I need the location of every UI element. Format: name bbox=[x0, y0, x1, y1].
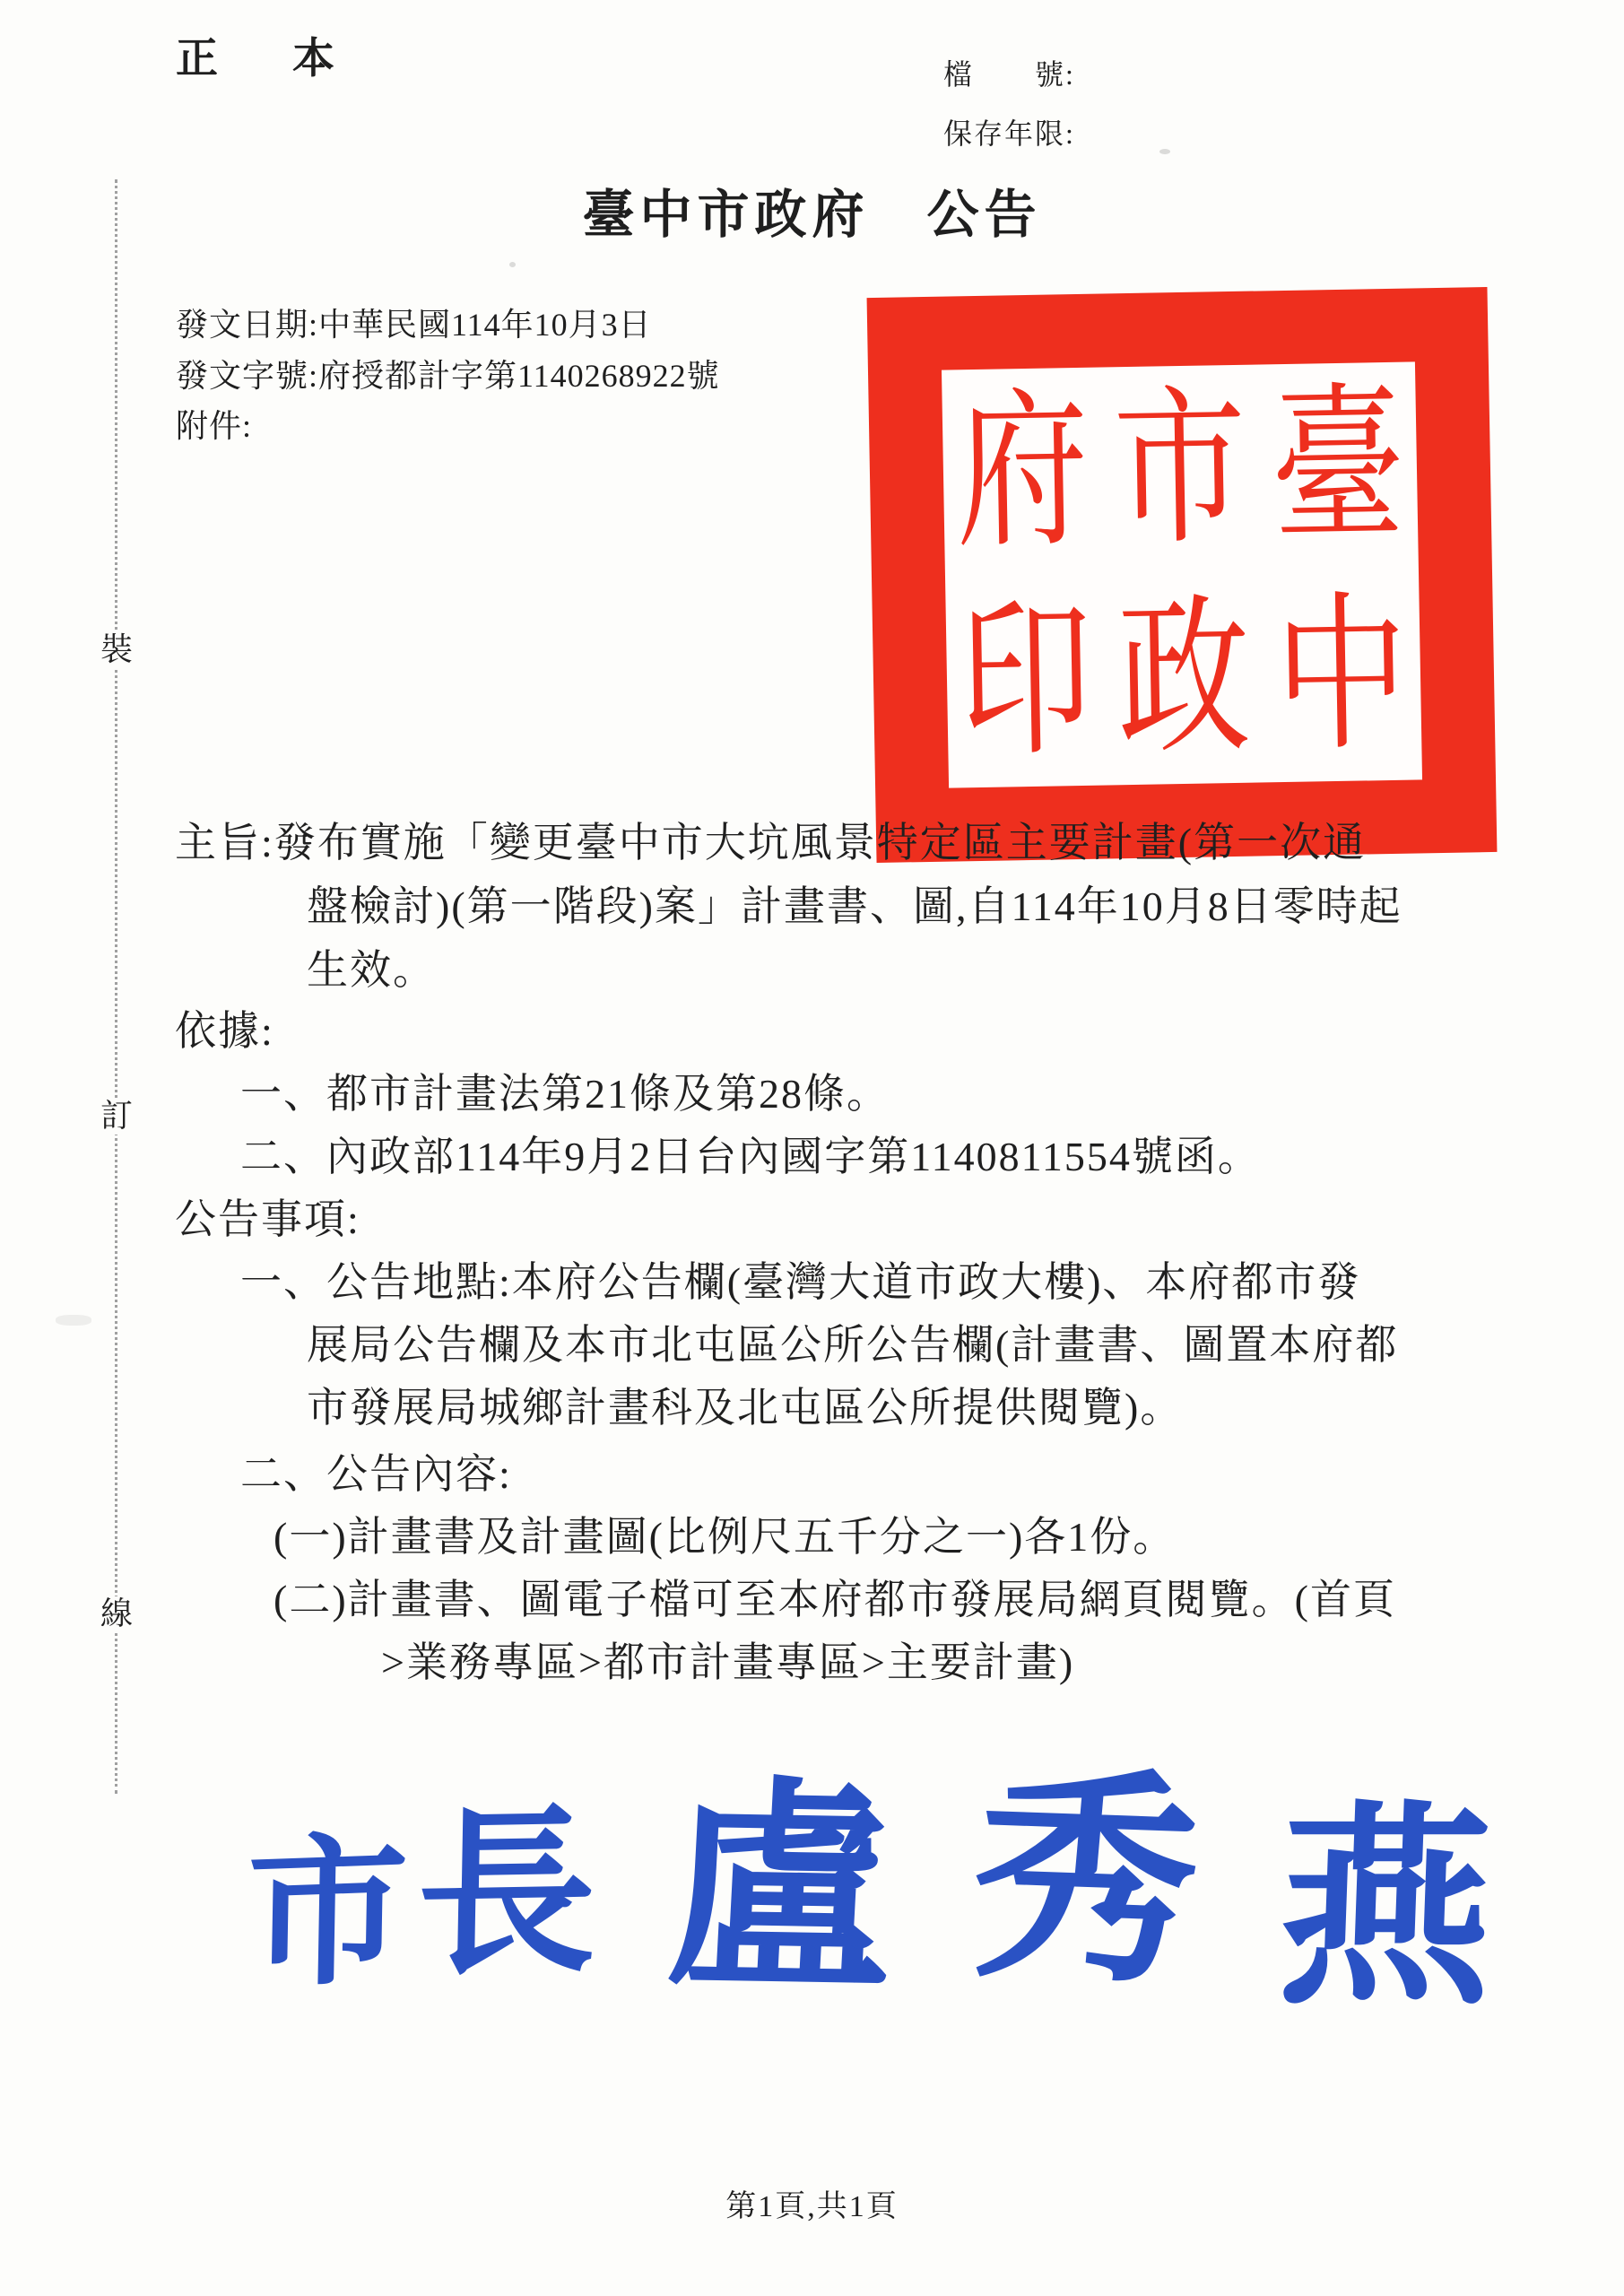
doc-number-line: 發文字號:府授都計字第1140268922號 bbox=[176, 358, 720, 394]
legal-basis-heading: 依據: bbox=[175, 1008, 274, 1054]
announcement-content: 二、公告內容: bbox=[240, 1451, 512, 1497]
signature-character: 秀 bbox=[962, 1754, 1209, 2012]
scan-speck bbox=[1159, 149, 1170, 154]
subject-line: 生效。 bbox=[307, 947, 436, 993]
announcement-content-2: (二)計畫書、圖電子檔可至本府都市發展局網頁閱覽。(首頁 bbox=[274, 1577, 1396, 1622]
announcement-content-2: >業務專區>都市計畫專區>主要計畫) bbox=[381, 1639, 1075, 1685]
scan-speck bbox=[509, 262, 516, 267]
official-seal-inner bbox=[942, 361, 1422, 787]
scan-speck bbox=[56, 1315, 91, 1326]
announcement-content-1: (一)計畫書及計畫圖(比例尺五千分之一)各1份。 bbox=[274, 1514, 1177, 1560]
legal-basis-item-2: 二、內政部114年9月2日台內國字第1140811554號函。 bbox=[240, 1134, 1261, 1179]
seal-character: 印 bbox=[958, 587, 1094, 778]
announcement-location: 一、公告地點:本府公告欄(臺灣大道市政大樓)、本府都市發 bbox=[240, 1259, 1361, 1305]
binding-dotted-line bbox=[115, 179, 117, 1794]
subject-line: 主旨:發布實施「變更臺中市大坑風景特定區主要計畫(第一次通 bbox=[175, 820, 1367, 865]
binding-mark-zhuang: 裝 bbox=[97, 632, 136, 668]
seal-character: 市 bbox=[1112, 375, 1248, 566]
announcement-heading: 公告事項: bbox=[175, 1196, 360, 1242]
page-number-footer: 第1頁,共1頁 bbox=[725, 2190, 899, 2223]
official-seal bbox=[867, 287, 1498, 863]
signature-character: 燕 bbox=[1273, 1791, 1498, 2030]
binding-mark-ding: 訂 bbox=[97, 1099, 136, 1135]
legal-basis-item-1: 一、都市計畫法第21條及第28條。 bbox=[240, 1071, 890, 1117]
binding-mark-xian: 線 bbox=[97, 1596, 136, 1632]
signature-character: 盧 bbox=[661, 1765, 899, 2019]
retention-period-label: 保存年限: bbox=[943, 117, 1075, 150]
attachment-line: 附件: bbox=[176, 408, 253, 444]
copy-type-label: 正 本 bbox=[176, 36, 351, 83]
document-title: 臺中市政府 公告 bbox=[582, 186, 1042, 244]
subject-line: 盤檢討)(第一階段)案」計畫書、圖,自114年10月8日零時起 bbox=[307, 883, 1403, 929]
mayor-signature bbox=[245, 1754, 1498, 2030]
seal-character: 政 bbox=[1116, 584, 1252, 775]
seal-character: 中 bbox=[1273, 581, 1410, 772]
seal-character: 臺 bbox=[1270, 372, 1406, 563]
announcement-location: 展局公告欄及本市北屯區公所公告欄(計畫書、圖置本府都 bbox=[307, 1322, 1399, 1368]
file-number-label: 檔 號: bbox=[943, 58, 1075, 91]
announcement-location: 市發展局城鄉計畫科及北屯區公所提供閱覽)。 bbox=[307, 1385, 1184, 1431]
signature-character: 市 bbox=[245, 1822, 410, 2007]
seal-character: 府 bbox=[954, 378, 1090, 569]
issue-date-line: 發文日期:中華民國114年10月3日 bbox=[176, 307, 652, 343]
signature-character: 長 bbox=[415, 1796, 598, 1997]
